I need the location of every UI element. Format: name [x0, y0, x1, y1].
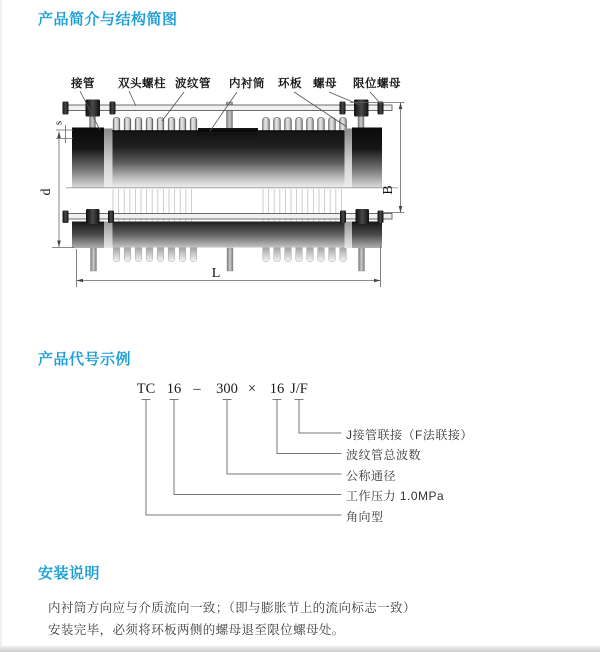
install-text-line-2: 安装完毕，必须将环板两侧的螺母退至限位螺母处。 — [48, 623, 345, 637]
code-legend-diameter: 公称通径 — [346, 469, 397, 483]
code-segment-times: × — [247, 381, 257, 397]
code-segment-diameter: 300 — [216, 381, 238, 397]
code-connector-line — [142, 400, 342, 516]
part-label-nut: 螺母 — [313, 78, 337, 90]
section-title-intro: 产品简介与结构简图 — [38, 11, 178, 28]
code-segment-type: TC — [136, 381, 156, 397]
code-legend-pressure: 工作压力 1.0MPa — [346, 489, 445, 503]
code-segment-connection: J/F — [290, 381, 308, 397]
dim-label-B: B — [381, 185, 396, 195]
code-connector-line — [170, 400, 342, 495]
part-label-ring-plate: 环板 — [278, 78, 302, 90]
part-label-inner-sleeve: 内衬筒 — [229, 78, 265, 90]
code-tree — [128, 392, 350, 522]
structure-diagram — [28, 58, 448, 304]
upper-shell — [72, 128, 382, 189]
dim-label-L: L — [211, 266, 221, 281]
part-label-stud-bolt: 双头螺柱 — [118, 78, 166, 90]
dim-label-d: d — [39, 188, 54, 196]
dim-label-s: s — [52, 120, 65, 126]
page-edge-left — [0, 0, 2, 652]
inner-sleeve-band — [198, 128, 258, 137]
part-label-limit-nut: 限位螺母 — [353, 78, 401, 90]
part-label-bellows: 波纹管 — [175, 78, 211, 90]
install-text-line-1: 内衬筒方向应与介质流向一致；（即与膨胀节上的流向标志一致） — [48, 601, 416, 615]
code-legend-connection: J接管联接（F法联接） — [346, 428, 473, 442]
code-connector-line — [273, 400, 342, 454]
code-segment-dash: – — [193, 381, 201, 397]
section-title-code: 产品代号示例 — [38, 351, 132, 368]
code-connector-line — [295, 400, 342, 434]
part-label-connecting-pipe: 接管 — [71, 78, 95, 90]
lower-shell — [72, 222, 382, 249]
code-segment-pressure: 16 — [166, 381, 182, 397]
page-edge-bottom — [0, 646, 600, 652]
code-legend-type: 角向型 — [346, 510, 384, 524]
section-title-install: 安装说明 — [38, 565, 101, 582]
code-connector-line — [223, 400, 342, 475]
code-segment-waves: 16 — [269, 381, 285, 397]
code-legend-waves: 波纹管总波数 — [346, 448, 422, 462]
